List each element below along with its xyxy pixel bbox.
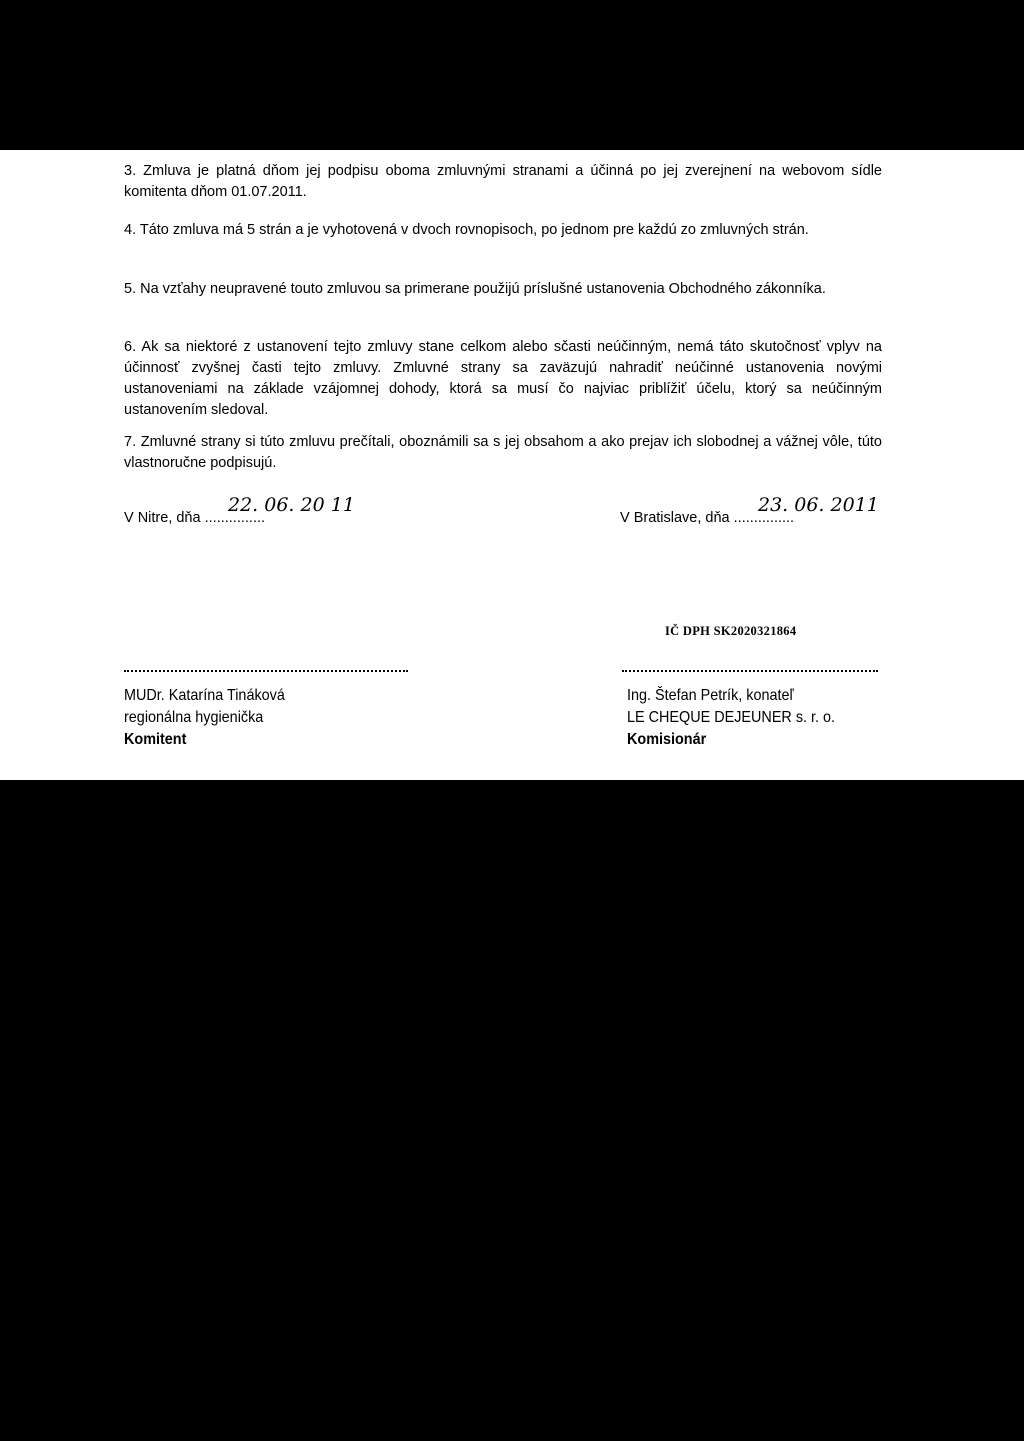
signatory-left	[124, 685, 303, 751]
clause-7: 7. Zmluvné strany si túto zmluvu prečítali, oboznámili sa s jej obsahom a ako prejav ich slobodnej a vážnej vôle, túto vlastnoručne podpisujú.	[124, 434, 882, 471]
signatory-right	[627, 685, 858, 751]
place-label-left: V Nitre, dňa	[124, 510, 201, 526]
signatory-role-left: Komitent	[124, 731, 187, 748]
handwritten-date-left: 22. 06. 20 11	[228, 494, 355, 516]
signatory-name-right: Ing. Štefan Petrík, konateľ	[627, 687, 794, 704]
vat-id-stamp: IČ DPH SK2020321864	[665, 624, 797, 638]
signatory-title-left: regionálna hygienička	[124, 709, 264, 726]
scan-border-bottom	[0, 780, 1024, 1441]
signatory-title-right: LE CHEQUE DEJEUNER s. r. o.	[627, 709, 836, 726]
clause-6: 6. Ak sa niektoré z ustanovení tejto zmluvy stane celkom alebo sčasti neúčinným, nemá táto skutočnosť vplyv na účinnosť zvyšnej časti tejto zmluvy. Zmluvné strany sa zaväzujú nahradiť neúčinné ustanovenia novými ustanoveniami na základe vzájomnej dohody, ktorá sa musí čo najviac priblížiť účelu, ktorý sa neúčinným ustanovením sledoval.	[124, 339, 882, 418]
signature-line-right	[622, 670, 878, 672]
signatory-role-right: Komisionár	[627, 731, 707, 748]
date-dots-left: ...............	[204, 510, 266, 526]
signature-line-left	[124, 670, 408, 672]
scan-border-top	[0, 0, 1024, 150]
clause-5: 5. Na vzťahy neupravené touto zmluvou sa primerane použijú príslušné ustanovenia Obchodného zákonníka.	[124, 281, 826, 297]
handwritten-date-right: 23. 06. 2011	[758, 494, 879, 516]
date-dots-right: ...............	[733, 510, 795, 526]
clause-4: 4. Táto zmluva má 5 strán a je vyhotovená v dvoch rovnopisoch, po jednom pre každú zo zmluvných strán.	[124, 222, 809, 238]
signatory-name-left: MUDr. Katarína Tináková	[124, 687, 285, 704]
clause-3: 3. Zmluva je platná dňom jej podpisu oboma zmluvnými stranami a účinná po jej zverejnení na webovom sídle komitenta dňom 01.07.2011.	[124, 163, 882, 200]
place-label-right: V Bratislave, dňa	[620, 510, 730, 526]
